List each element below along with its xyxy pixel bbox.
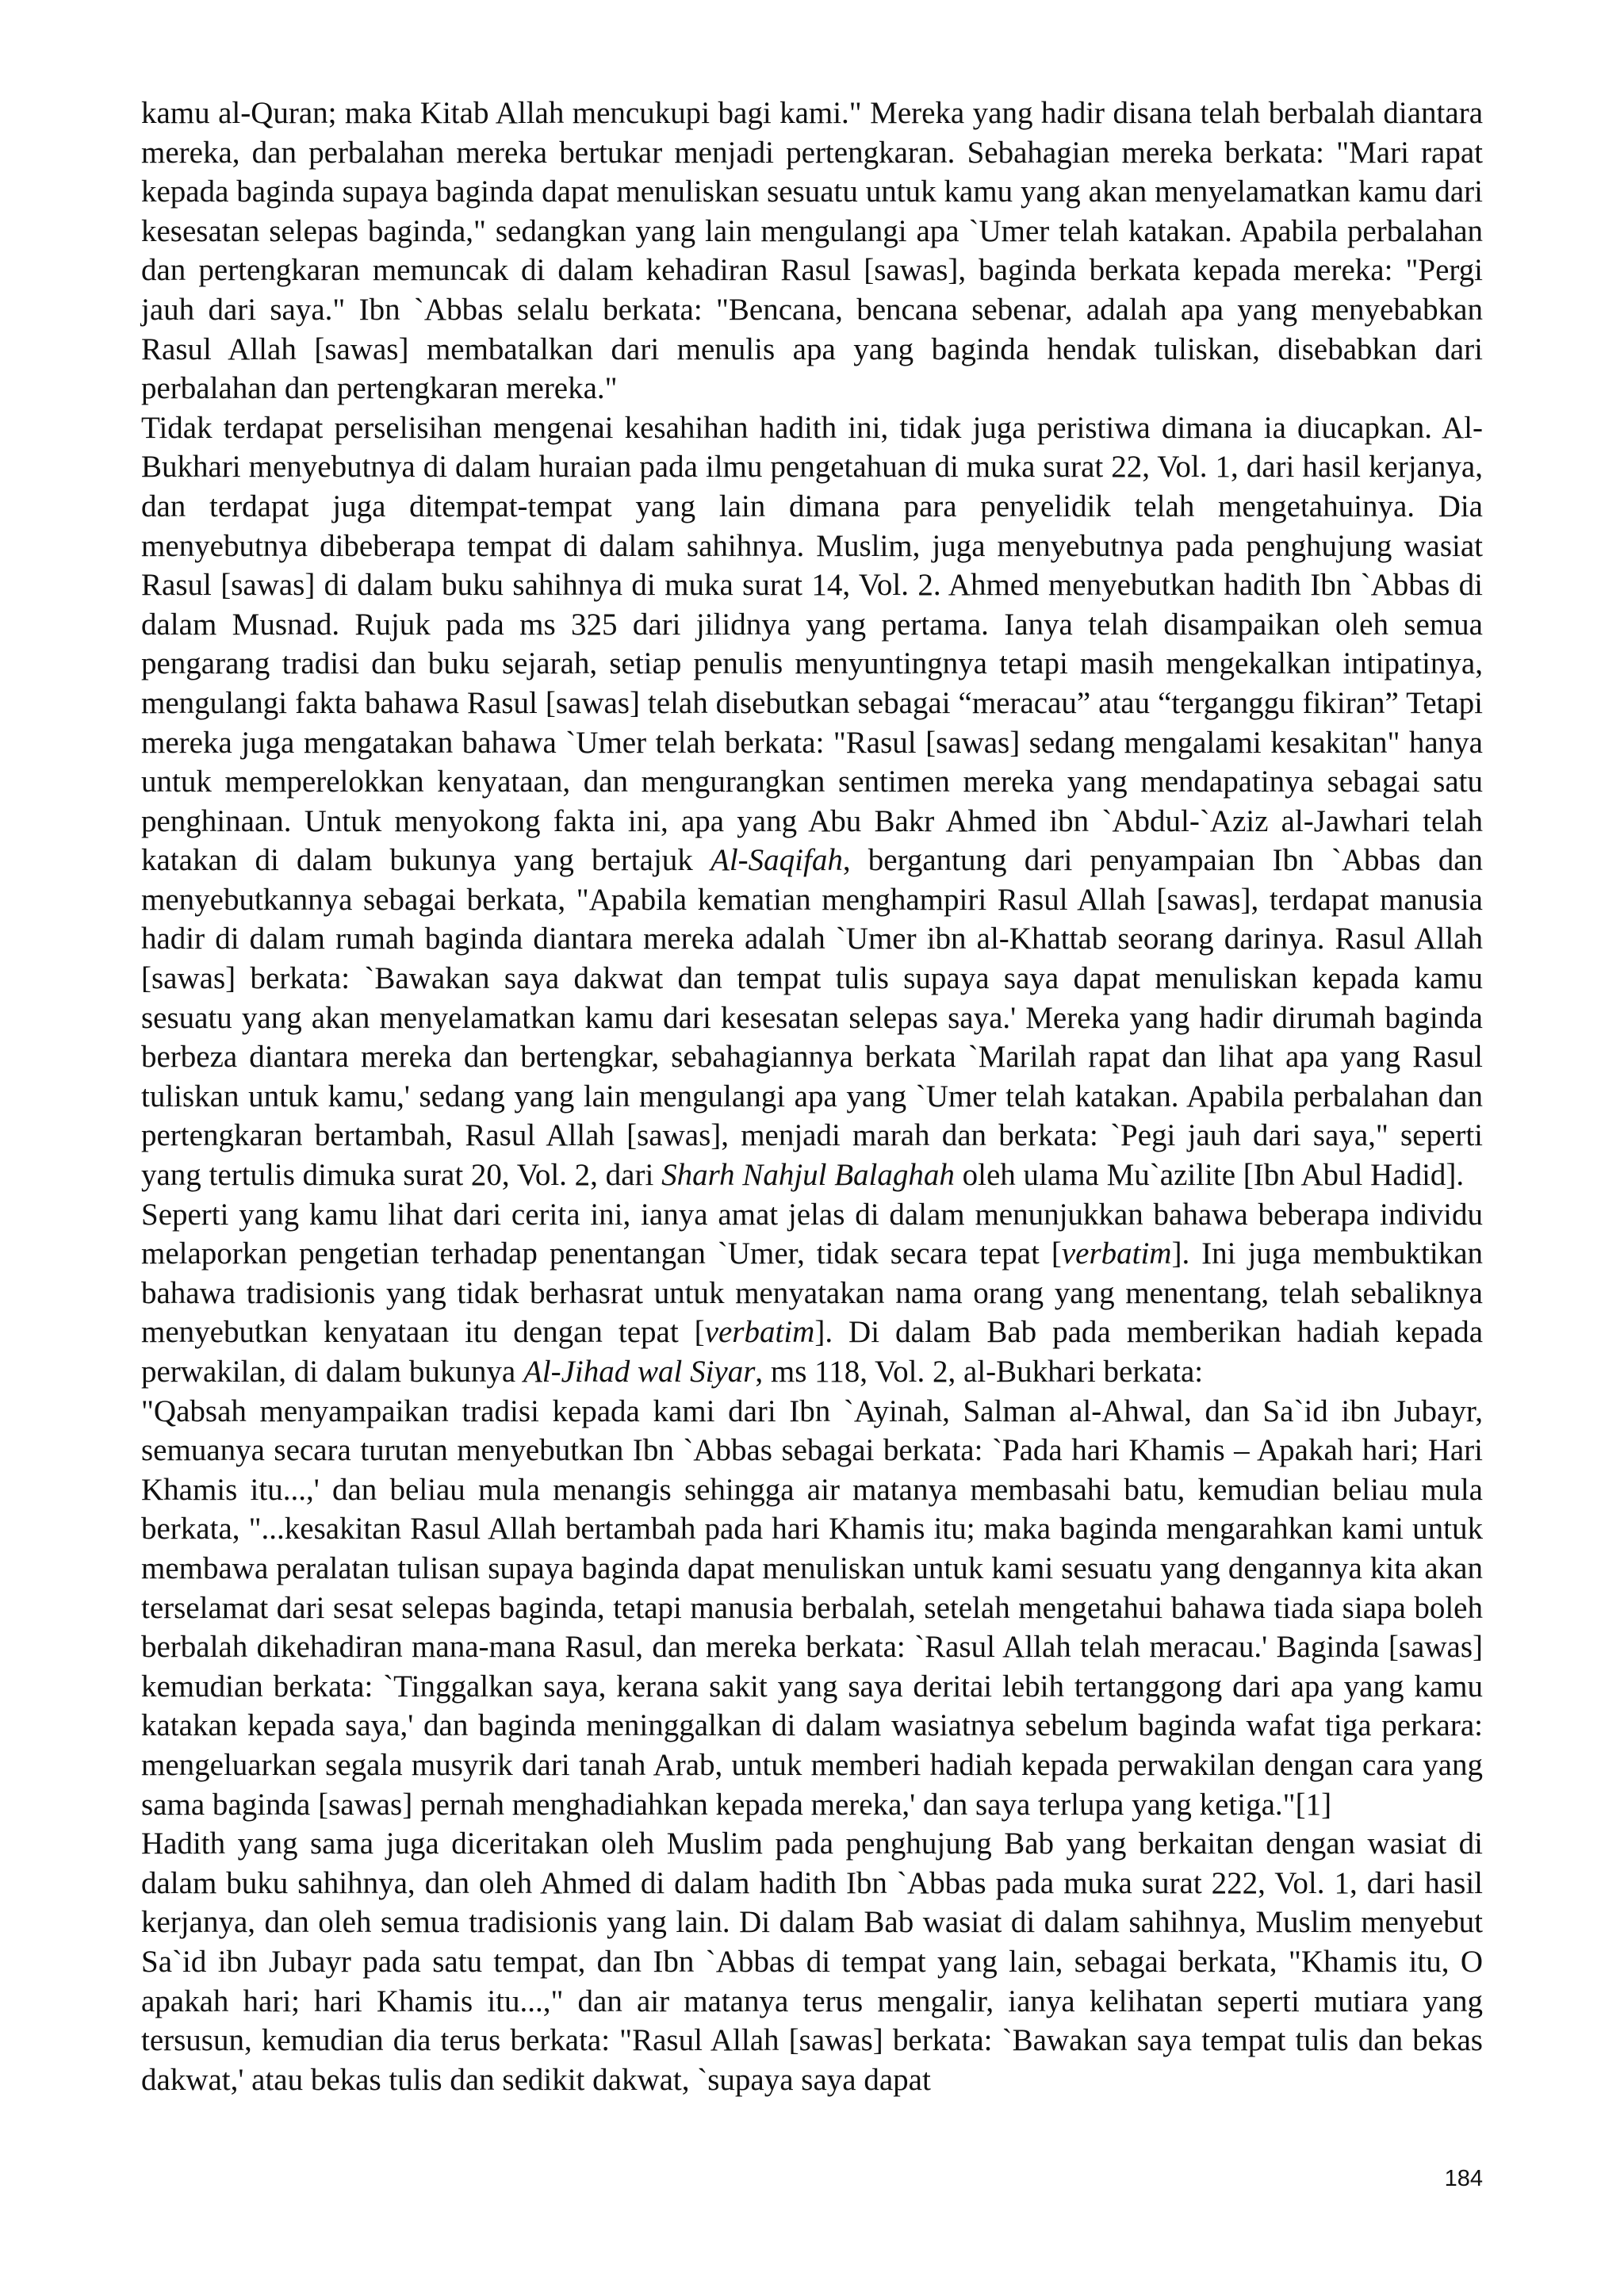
italic-title: Sharh Nahjul Balaghah: [661, 1158, 955, 1193]
body-text: [141, 94, 1483, 2099]
paragraph: [141, 1195, 1483, 1392]
page-number: 184: [1444, 2166, 1483, 2191]
italic-title: verbatim: [704, 1315, 815, 1350]
text-run: , ms 118, Vol. 2, al-Bukhari berkata:: [755, 1355, 1204, 1389]
text-run: , bergantung dari penyampaian Ibn `Abbas dan menyebutkannya sebagai berkata, "Apabila kematian menghampiri Rasul Allah [sawas], terdapat manusia hadir di dalam rumah baginda diantara mereka adalah `Umer ibn al-Khattab seorang darinya. Rasul Allah [sawas] berkata: `Bawakan saya dakwat dan tempat tulis supaya saya dapat menuliskan kepada kamu sesuatu yang akan menyelamatkan kamu dari kesesatan selepas saya.' Mereka yang hadir dirumah baginda berbeza diantara mereka dan bertengkar, sebahagiannya berkata `Marilah rapat dan lihat apa yang Rasul tuliskan untuk kamu,' sedang yang lain mengulangi apa yang `Umer telah katakan. Apabila perbalahan dan pertengkaran bertambah, Rasul Allah [sawas], menjadi marah dan berkata: `Pegi jauh dari saya," seperti yang tertulis dimuka surat 20, Vol. 2, dari: [141, 843, 1483, 1193]
paragraph: [141, 94, 1483, 408]
text-run: kamu al-Quran; maka Kitab Allah mencukupi bagi kami." Mereka yang hadir disana telah berbalah diantara mereka, dan perbalahan mereka bertukar menjadi pertengkaran. Sebahagian mereka berkata: "Mari rapat kepada baginda supaya baginda dapat menuliskan sesuatu untuk kamu yang akan menyelamatkan kamu dari kesesatan selepas baginda," sedangkan yang lain mengulangi apa `Umer telah katakan. Apabila perbalahan dan pertengkaran memuncak di dalam kehadiran Rasul [sawas], baginda berkata kepada mereka: "Pergi jauh dari saya." Ibn `Abbas selalu berkata: "Bencana, bencana sebenar, adalah apa yang menyebabkan Rasul Allah [sawas] membatalkan dari menulis apa yang baginda hendak tuliskan, disebabkan dari perbalahan dan pertengkaran mereka.": [141, 96, 1483, 406]
italic-title: verbatim: [1061, 1236, 1172, 1271]
italic-title: Al-Saqifah: [710, 843, 843, 878]
paragraph: [141, 1392, 1483, 1825]
text-run: ]. Ini juga membuktikan bahawa tradisionis yang tidak berhasrat untuk menyatakan nama orang yang menentang, telah sebaliknya menyebutkan kenyataan itu dengan tepat [: [141, 1236, 1484, 1350]
text-run: Hadith yang sama juga diceritakan oleh Muslim pada penghujung Bab yang berkaitan dengan wasiat di dalam buku sahihnya, dan oleh Ahmed di dalam hadith Ibn `Abbas pada muka surat 222, Vol. 1, dari hasil kerjanya, dan oleh semua tradisionis yang lain. Di dalam Bab wasiat di dalam sahihnya, Muslim menyebut Sa`id ibn Jubayr pada satu tempat, dan Ibn `Abbas di tempat yang lain, sebagai berkata, "Khamis itu, O apakah hari; hari Khamis itu...," dan air matanya terus mengalir, ianya kelihatan seperti mutiara yang tersusun, kemudian dia terus berkata: "Rasul Allah [sawas] berkata: `Bawakan saya tempat tulis dan bekas dakwat,' atau bekas tulis dan sedikit dakwat, `supaya saya dapat: [141, 1826, 1483, 2097]
text-run: oleh ulama Mu`azilite [Ibn Abul Hadid].: [954, 1158, 1465, 1193]
paragraph: [141, 1824, 1483, 2099]
text-run: Seperti yang kamu lihat dari cerita ini, ianya amat jelas di dalam menunjukkan bahawa beberapa individu melaporkan pengetian terhadap penentangan `Umer, tidak secara tepat [: [141, 1197, 1483, 1271]
italic-title: Al-Jihad wal Siyar: [523, 1355, 756, 1389]
text-run: ]. Di dalam Bab pada memberikan hadiah kepada perwakilan, di dalam bukunya: [141, 1315, 1484, 1389]
text-run: "Qabsah menyampaikan tradisi kepada kami dari Ibn `Ayinah, Salman al-Ahwal, dan Sa`id ibn Jubayr, semuanya secara turutan menyebutkan Ibn `Abbas sebagai berkata: `Pada hari Khamis – Apakah hari; Hari Khamis itu...,' dan beliau mula menangis sehingga air matanya membasahi batu, kemudian beliau mula berkata, "...kesakitan Rasul Allah bertambah pada hari Khamis itu; maka baginda mengarahkan kami untuk membawa peralatan tulisan supaya baginda dapat menuliskan untuk kami sesuatu yang dengannya kita akan terselamat dari sesat selepas baginda, tetapi manusia berbalah, setelah mengetahui bahawa tiada siapa boleh berbalah dikehadiran mana-mana Rasul, dan mereka berkata: `Rasul Allah telah meracau.' Baginda [sawas] kemudian berkata: `Tinggalkan saya, kerana sakit yang saya deritai lebih tertanggong dari apa yang kamu katakan kepada saya,' dan baginda meninggalkan di dalam wasiatnya sebelum baginda wafat tiga perkara: mengeluarkan segala musyrik dari tanah Arab, untuk memberi hadiah kepada perwakilan dengan cara yang sama baginda [sawas] pernah menghadiahkan kepada mereka,' dan saya terlupa yang ketiga."[1]: [141, 1393, 1483, 1822]
text-run: Tidak terdapat perselisihan mengenai kesahihan hadith ini, tidak juga peristiwa dimana ia diucapkan. Al-Bukhari menyebutnya di dalam huraian pada ilmu pengetahuan di muka surat 22, Vol. 1, dari hasil kerjanya, dan terdapat juga ditempat-tempat yang lain dimana para penyelidik telah mengetahuinya. Dia menyebutnya dibeberapa tempat di dalam sahihnya. Muslim, juga menyebutnya pada penghujung wasiat Rasul [sawas] di dalam buku sahihnya di muka surat 14, Vol. 2. Ahmed menyebutkan hadith Ibn `Abbas di dalam Musnad. Rujuk pada ms 325 dari jilidnya yang pertama. Ianya telah disampaikan oleh semua pengarang tradisi dan buku sejarah, setiap penulis menyuntingnya tetapi masih mengekalkan intipatinya, mengulangi fakta bahawa Rasul [sawas] telah disebutkan sebagai “meracau” atau “terganggu fikiran” Tetapi mereka juga mengatakan bahawa `Umer telah berkata: "Rasul [sawas] sedang mengalami kesakitan" hanya untuk memperelokkan kenyataan, dan mengurangkan sentimen mereka yang mendapatinya sebagai satu penghinaan. Untuk menyokong fakta ini, apa yang Abu Bakr Ahmed ibn `Abdul-`Aziz al-Jawhari telah katakan di dalam bukunya yang bertajuk: [141, 410, 1483, 878]
paragraph: [141, 408, 1483, 1195]
